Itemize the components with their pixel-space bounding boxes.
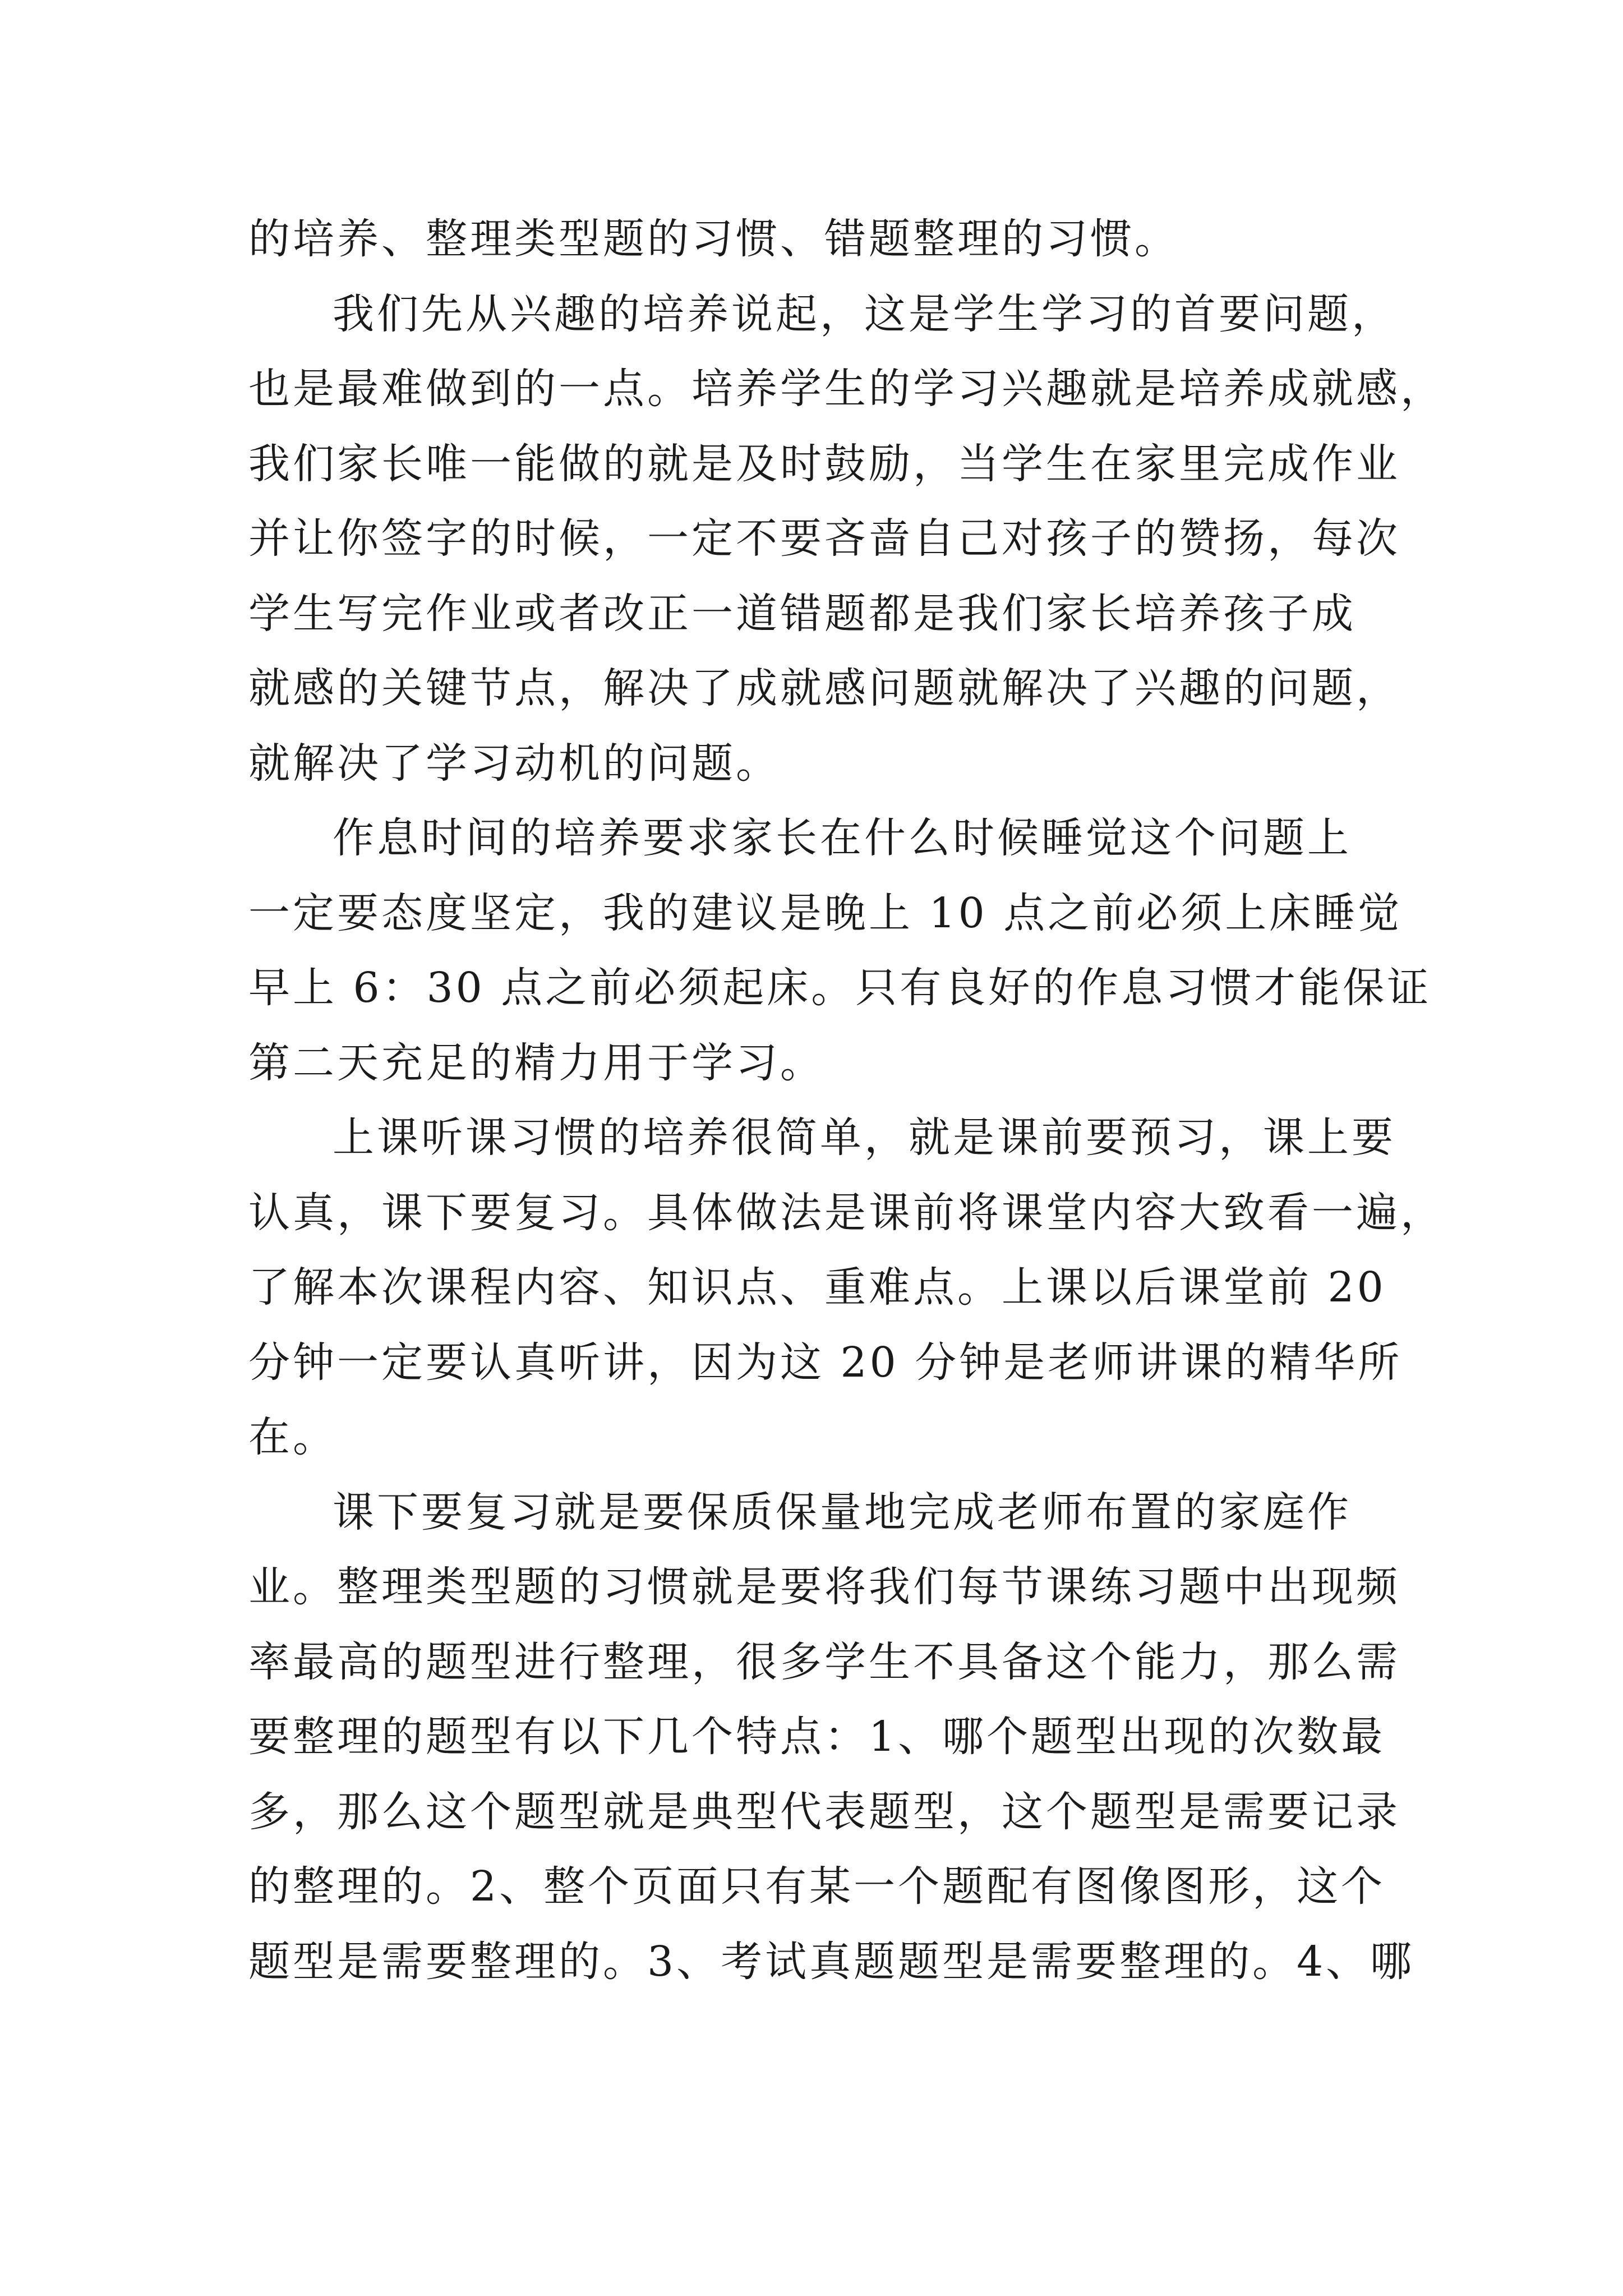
text-line: 第二天充足的精力用于学习。 [248,1038,824,1087]
text-line: 一定要态度坚定，我的建议是晚上 10 点之前必须上床睡觉 [248,889,1403,937]
body-text [248,202,1445,1999]
text-line: 早上 6：30 点之前必须起床。只有良好的作息习惯才能保证 [248,964,1432,1012]
text-line: 的整理的。2、整个页面只有某一个题配有图像图形，这个 [248,1862,1386,1911]
text-line: 了解本次课程内容、知识点、重难点。上课以后课堂前 20 [248,1263,1386,1312]
text-line: 题型是需要整理的。3、考试真题题型是需要整理的。4、哪 [248,1937,1415,1986]
text-line: 并让你签字的时候，一定不要吝啬自己对孩子的赞扬，每次 [248,514,1400,563]
text-line: 就解决了学习动机的问题。 [248,739,780,788]
text-line: 要整理的题型有以下几个特点：1、哪个题型出现的次数最 [248,1713,1386,1761]
text-line: 作息时间的培养要求家长在什么时候睡觉这个问题上 [333,814,1352,862]
text-line: 分钟一定要认真听讲，因为这 20 分钟是老师讲课的精华所 [248,1338,1403,1387]
text-line: 认真，课下要复习。具体做法是课前将课堂内容大致看一遍， [248,1188,1445,1237]
text-line: 课下要复习就是要保质保量地完成老师布置的家庭作 [333,1488,1352,1536]
text-line: 上课听课习惯的培养很简单，就是课前要预习，课上要 [333,1114,1396,1162]
text-line: 我们先从兴趣的培养说起，这是学生学习的首要问题， [333,289,1396,338]
text-line: 就感的关键节点，解决了成就感问题就解决了兴趣的问题， [248,664,1400,712]
text-line: 多，那么这个题型就是典型代表题型，这个题型是需要记录 [248,1787,1400,1836]
text-line: 的培养、整理类型题的习惯、错题整理的习惯。 [248,215,1179,263]
text-line: 我们家长唯一能做的就是及时鼓励，当学生在家里完成作业 [248,439,1400,488]
text-line: 在。 [248,1413,337,1461]
text-line: 学生写完作业或者改正一道错题都是我们家长培养孩子成 [248,589,1356,638]
text-line: 也是最难做到的一点。培养学生的学习兴趣就是培养成就感， [248,365,1445,413]
text-line: 业。整理类型题的习惯就是要将我们每节课练习题中出现频 [248,1563,1400,1611]
text-line: 率最高的题型进行整理，很多学生不具备这个能力，那么需 [248,1637,1400,1686]
